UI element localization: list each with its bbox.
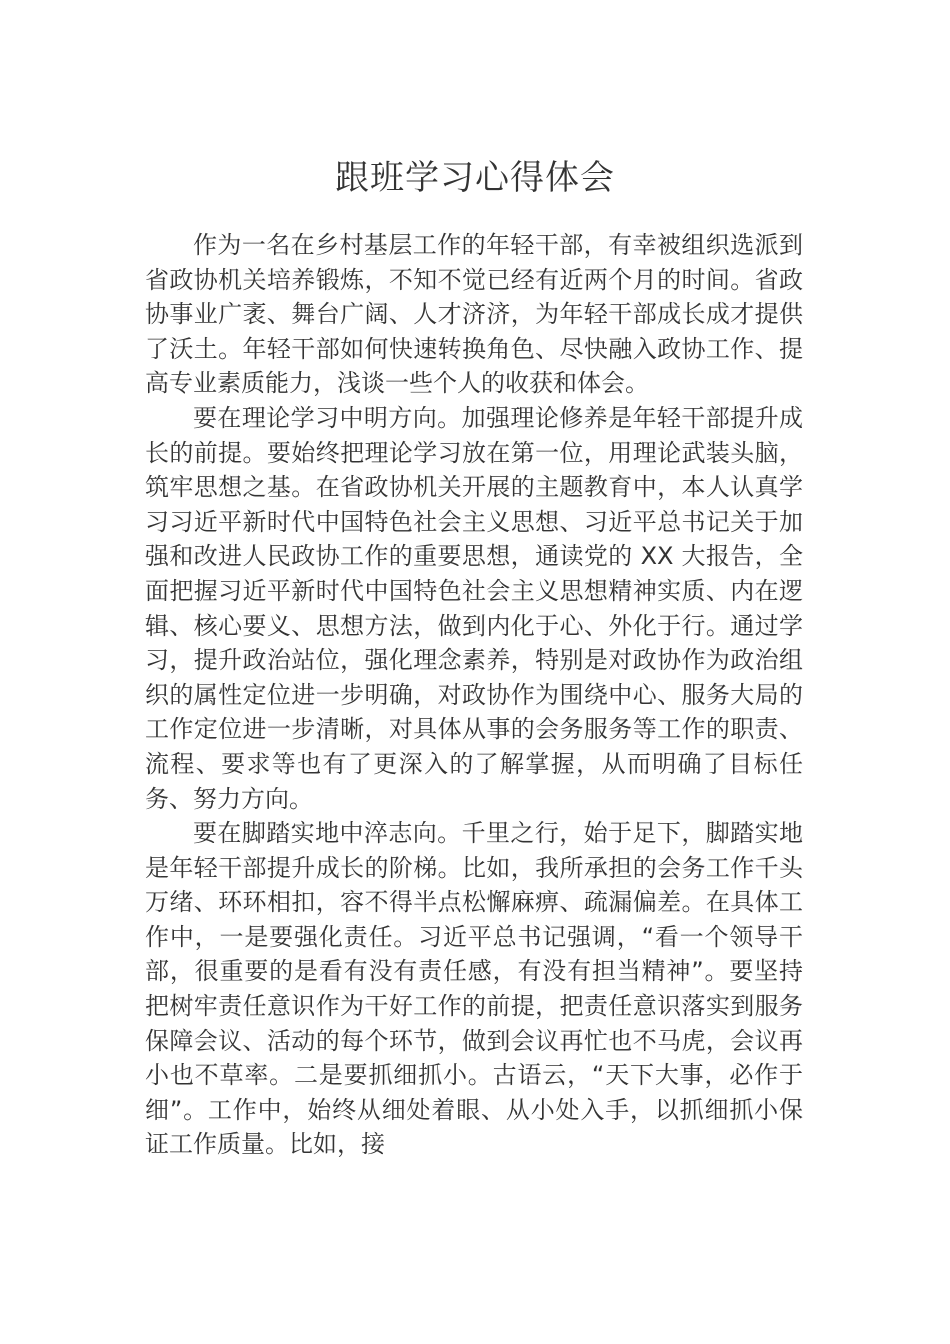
- paragraph: 要在脚踏实地中淬志向。千里之行，始于足下，脚踏实地是年轻干部提升成长的阶梯。比如，我所承担的会务工作千头万绪、环环相扣，容不得半点松懈麻痹、疏漏偏差。在具体工作中，一是要强化责任。习近平总书记强调，“看一个领导干部，很重要的是看有没有责任感，有没有担当精神”。要坚持把树牢责任意识作为干好工作的前提，把责任意识落实到服务保障会议、活动的每个环节，做到会议再忙也不马虎，会议再小也不草率。二是要抓细抓小。古语云，“天下大事，必作于细”。工作中，始终从细处着眼、从小处入手，以抓细抓小保证工作质量。比如，接: [145, 819, 803, 1159]
- document-title: 跟班学习心得体会: [335, 158, 615, 198]
- paragraph: 要在理论学习中明方向。加强理论修养是年轻干部提升成长的前提。要始终把理论学习放在第一位，用理论武装头脑，筑牢思想之基。在省政协机关开展的主题教育中，本人认真学习习近平新时代中国特色社会主义思想、习近平总书记关于加强和改进人民政协工作的重要思想，通读党的 XX 大报告，全面把握习近平新时代中国特色社会主义思想精神实质、内在逻辑、核心要义、思想方法，做到内化于心、外化于行。通过学习，提升政治站位，强化理念素养，特别是对政协作为政治组织的属性定位进一步明确，对政协作为围绕中心、服务大局的工作定位进一步清晰，对具体从事的会务服务等工作的职责、流程、要求等也有了更深入的了解掌握，从而明确了目标任务、努力方向。: [145, 403, 803, 813]
- paragraph: 作为一名在乡村基层工作的年轻干部，有幸被组织选派到省政协机关培养锻炼，不知不觉已经有近两个月的时间。省政协事业广袤、舞台广阔、人才济济，为年轻干部成长成才提供了沃土。年轻干部如何快速转换角色、尽快融入政协工作、提高专业素质能力，浅谈一些个人的收获和体会。: [145, 231, 803, 398]
- document-body: [145, 228, 803, 1162]
